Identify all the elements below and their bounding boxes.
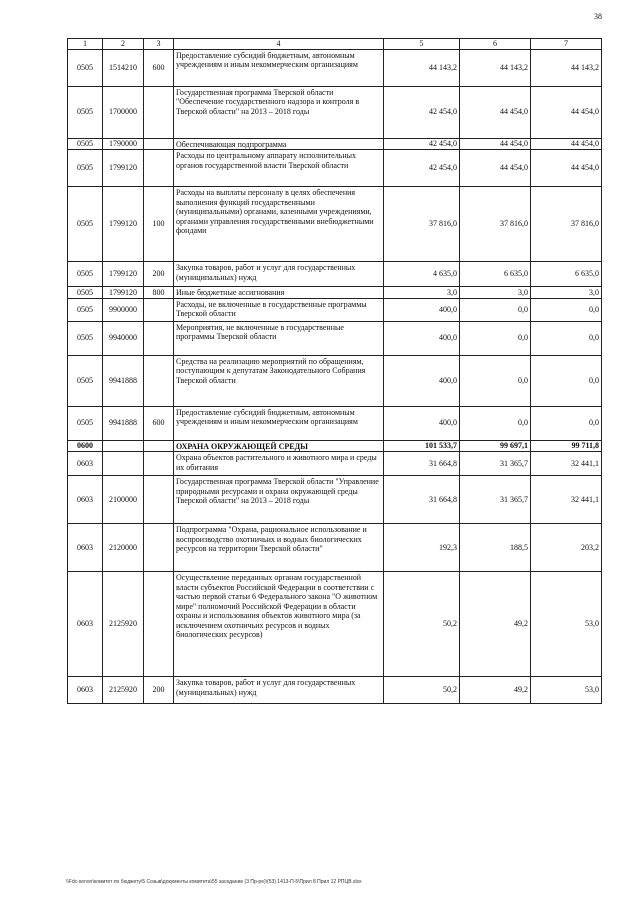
expense-type-cell (144, 86, 174, 138)
amount-col5-cell: 192,3 (384, 524, 460, 572)
item-name-cell: Охрана объектов растительного и животного мира и среды их обитания (174, 452, 384, 476)
amount-col7-cell: 0,0 (531, 355, 602, 406)
expense-type-cell (144, 524, 174, 572)
amount-col5-cell: 42 454,0 (384, 138, 460, 150)
section-code-cell: 0505 (68, 355, 103, 406)
table-row (68, 452, 602, 476)
item-name-cell: Средства на реализацию мероприятий по обращениям, поступающим к депутатам Законодательного Собрания Тверской области (174, 355, 384, 406)
amount-col7-cell: 32 441,1 (531, 476, 602, 524)
table-row (68, 187, 602, 262)
article-code-cell (103, 452, 144, 476)
table-row (68, 321, 602, 355)
item-name-cell: Закупка товаров, работ и услуг для государственных (муниципальных) нужд (174, 262, 384, 287)
amount-col6-cell: 99 697,1 (460, 440, 531, 452)
column-header: 1 (68, 39, 103, 50)
table-body (68, 49, 602, 704)
expense-type-cell: 600 (144, 49, 174, 86)
amount-col7-cell: 0,0 (531, 321, 602, 355)
amount-col5-cell: 50,2 (384, 572, 460, 677)
section-code-cell: 0505 (68, 86, 103, 138)
expense-type-cell: 600 (144, 406, 174, 440)
amount-col6-cell: 44 143,2 (460, 49, 531, 86)
amount-col7-cell: 6 635,0 (531, 262, 602, 287)
table-row (68, 298, 602, 321)
section-code-cell: 0505 (68, 321, 103, 355)
item-name-cell: Иные бюджетные ассигнования (174, 287, 384, 299)
column-header: 4 (174, 39, 384, 50)
table-row (68, 355, 602, 406)
amount-col6-cell: 31 365,7 (460, 452, 531, 476)
item-name-cell: Предоставление субсидий бюджетным, автономным учреждениям и иным некоммерческим организациям (174, 406, 384, 440)
table-row (68, 572, 602, 677)
item-name-cell: Государственная программа Тверской области "Управление природными ресурсами и охрана окружающей среды Тверской области" на 2013 – 2018 годы (174, 476, 384, 524)
article-code-cell: 1799120 (103, 150, 144, 187)
amount-col5-cell: 400,0 (384, 298, 460, 321)
section-code-cell: 0603 (68, 572, 103, 677)
column-header: 5 (384, 39, 460, 50)
article-code-cell: 1799120 (103, 187, 144, 262)
amount-col6-cell: 44 454,0 (460, 138, 531, 150)
article-code-cell: 9900000 (103, 298, 144, 321)
item-name-cell: Предоставление субсидий бюджетным, автономным учреждениям и иным некоммерческим организациям (174, 49, 384, 86)
article-code-cell: 9940000 (103, 321, 144, 355)
amount-col7-cell: 37 816,0 (531, 187, 602, 262)
table-header-row (68, 39, 602, 50)
table-row (68, 150, 602, 187)
amount-col7-cell: 203,2 (531, 524, 602, 572)
article-code-cell: 1790000 (103, 138, 144, 150)
article-code-cell: 1700000 (103, 86, 144, 138)
expense-type-cell: 200 (144, 262, 174, 287)
amount-col5-cell: 44 143,2 (384, 49, 460, 86)
amount-col5-cell: 3,0 (384, 287, 460, 299)
column-header: 2 (103, 39, 144, 50)
amount-col5-cell: 400,0 (384, 321, 460, 355)
budget-table (67, 38, 602, 704)
section-code-cell: 0505 (68, 287, 103, 299)
amount-col7-cell: 0,0 (531, 298, 602, 321)
table-row (68, 440, 602, 452)
amount-col5-cell: 400,0 (384, 355, 460, 406)
amount-col6-cell: 0,0 (460, 298, 531, 321)
item-name-cell: Расходы, не включенные в государственные программы Тверской области (174, 298, 384, 321)
expense-type-cell (144, 355, 174, 406)
amount-col6-cell: 44 454,0 (460, 150, 531, 187)
amount-col7-cell: 44 454,0 (531, 150, 602, 187)
column-header: 7 (531, 39, 602, 50)
section-code-cell: 0603 (68, 476, 103, 524)
page-number: 38 (594, 12, 602, 21)
amount-col7-cell: 0,0 (531, 406, 602, 440)
item-name-cell: Обеспечивающая подпрограмма (174, 138, 384, 150)
amount-col7-cell: 44 454,0 (531, 138, 602, 150)
item-name-cell: Расходы по центральному аппарату исполнительных органов государственной власти Тверской области (174, 150, 384, 187)
amount-col7-cell: 44 454,0 (531, 86, 602, 138)
amount-col6-cell: 3,0 (460, 287, 531, 299)
column-header: 6 (460, 39, 531, 50)
amount-col6-cell: 0,0 (460, 355, 531, 406)
amount-col6-cell: 49,2 (460, 572, 531, 677)
item-name-cell: Осуществление переданных органам государственной власти субъектов Российской Федерации в соответствии с частью первой статьи 6 Федерального закона "О животном мире" полномочий Российской Федерации в области охраны и использования объектов животного мира (за исключением охотничьих ресурсов и водных биологических ресурсов) (174, 572, 384, 677)
expense-type-cell (144, 321, 174, 355)
amount-col7-cell: 53,0 (531, 572, 602, 677)
section-code-cell: 0603 (68, 677, 103, 704)
amount-col5-cell: 101 533,7 (384, 440, 460, 452)
expense-type-cell (144, 298, 174, 321)
amount-col6-cell: 49,2 (460, 677, 531, 704)
expense-type-cell (144, 150, 174, 187)
item-name-cell: Расходы на выплаты персоналу в целях обеспечения выполнения функций государственными (муниципальными) органами, казенными учреждениями, органами управления государственными внебюджетными фондами (174, 187, 384, 262)
table-row (68, 49, 602, 86)
expense-type-cell: 800 (144, 287, 174, 299)
item-name-cell: Мероприятия, не включенные в государственные программы Тверской области (174, 321, 384, 355)
section-code-cell: 0505 (68, 406, 103, 440)
expense-type-cell (144, 476, 174, 524)
footer-file-path: \\Fdc-server\комитет по бюджету\5 Созыв\документы комитета\55 заседание (3 Пр-ре)\(53) 1413-П-5\Прил 8 Прил 12 РПЦВ.xlsx (66, 879, 362, 885)
expense-type-cell: 100 (144, 187, 174, 262)
item-name-cell: Государственная программа Тверской области "Обеспечение государственного надзора и контроля в Тверской области" на 2013 – 2018 годы (174, 86, 384, 138)
amount-col7-cell: 3,0 (531, 287, 602, 299)
article-code-cell: 9941888 (103, 355, 144, 406)
table-row (68, 406, 602, 440)
table-row (68, 476, 602, 524)
table-row (68, 262, 602, 287)
article-code-cell: 1799120 (103, 287, 144, 299)
section-code-cell: 0603 (68, 452, 103, 476)
expense-type-cell (144, 440, 174, 452)
section-code-cell: 0505 (68, 150, 103, 187)
amount-col6-cell: 44 454,0 (460, 86, 531, 138)
amount-col5-cell: 37 816,0 (384, 187, 460, 262)
column-header: 3 (144, 39, 174, 50)
amount-col7-cell: 99 711,8 (531, 440, 602, 452)
amount-col5-cell: 400,0 (384, 406, 460, 440)
table-row (68, 138, 602, 150)
section-code-cell: 0505 (68, 298, 103, 321)
table-row (68, 86, 602, 138)
article-code-cell: 2100000 (103, 476, 144, 524)
amount-col5-cell: 31 664,8 (384, 452, 460, 476)
item-name-cell: Подпрограмма "Охрана, рациональное использование и воспроизводство охотничьих и водных биологических ресурсов на территории Тверской области" (174, 524, 384, 572)
section-code-cell: 0505 (68, 262, 103, 287)
table-row (68, 287, 602, 299)
expense-type-cell (144, 452, 174, 476)
table-row (68, 524, 602, 572)
amount-col6-cell: 37 816,0 (460, 187, 531, 262)
expense-type-cell: 200 (144, 677, 174, 704)
amount-col5-cell: 50,2 (384, 677, 460, 704)
table-row (68, 677, 602, 704)
section-code-cell: 0603 (68, 524, 103, 572)
expense-type-cell (144, 138, 174, 150)
article-code-cell (103, 440, 144, 452)
amount-col7-cell: 53,0 (531, 677, 602, 704)
amount-col5-cell: 4 635,0 (384, 262, 460, 287)
section-code-cell: 0505 (68, 138, 103, 150)
section-code-cell: 0600 (68, 440, 103, 452)
article-code-cell: 1799120 (103, 262, 144, 287)
amount-col6-cell: 0,0 (460, 406, 531, 440)
amount-col6-cell: 0,0 (460, 321, 531, 355)
item-name-cell: ОХРАНА ОКРУЖАЮЩЕЙ СРЕДЫ (174, 440, 384, 452)
article-code-cell: 2125920 (103, 572, 144, 677)
item-name-cell: Закупка товаров, работ и услуг для государственных (муниципальных) нужд (174, 677, 384, 704)
amount-col5-cell: 31 664,8 (384, 476, 460, 524)
article-code-cell: 9941888 (103, 406, 144, 440)
amount-col6-cell: 31 365,7 (460, 476, 531, 524)
section-code-cell: 0505 (68, 49, 103, 86)
amount-col5-cell: 42 454,0 (384, 150, 460, 187)
expense-type-cell (144, 572, 174, 677)
amount-col6-cell: 6 635,0 (460, 262, 531, 287)
article-code-cell: 2120000 (103, 524, 144, 572)
article-code-cell: 1514210 (103, 49, 144, 86)
amount-col5-cell: 42 454,0 (384, 86, 460, 138)
article-code-cell: 2125920 (103, 677, 144, 704)
amount-col7-cell: 44 143,2 (531, 49, 602, 86)
amount-col7-cell: 32 441,1 (531, 452, 602, 476)
amount-col6-cell: 188,5 (460, 524, 531, 572)
section-code-cell: 0505 (68, 187, 103, 262)
